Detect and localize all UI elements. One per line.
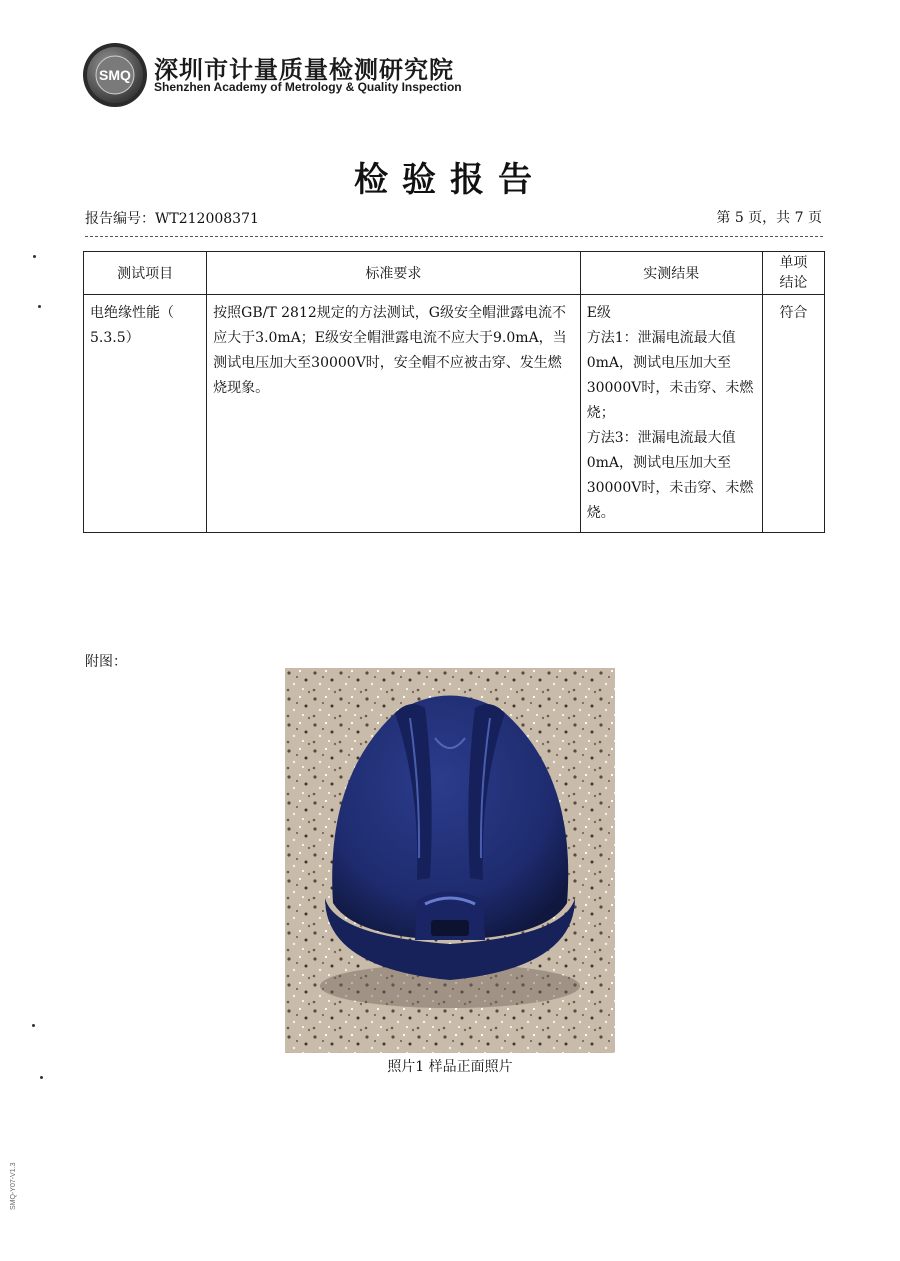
table-header-row <box>84 252 825 295</box>
report-number: 报告编号：WT212008371 <box>85 211 259 227</box>
header-conclusion-text: 单项结论 <box>779 255 808 291</box>
page-info: 第 5 页，共 7 页 <box>716 210 822 226</box>
figure-caption: 照片1 样品正面照片 <box>387 1059 513 1075</box>
result-method-3: 方法3：泄漏电流最大值0mA，测试电压加大至30000V时，未击穿、未燃烧。 <box>586 430 754 521</box>
test-item-line-2: 5.3.5） <box>90 330 140 346</box>
logo-text: SMQ <box>99 67 131 83</box>
margin-dot <box>40 1076 43 1079</box>
margin-dot <box>38 305 41 308</box>
results-table <box>83 251 825 533</box>
figure-label: 附图： <box>85 654 127 670</box>
result-method-1: 方法1：泄漏电流最大值0mA，测试电压加大至30000V时，未击穿、未燃烧； <box>586 330 754 421</box>
test-item-line-1: 电绝缘性能（ <box>90 305 174 321</box>
header-conclusion <box>762 252 824 295</box>
margin-dot <box>32 1024 35 1027</box>
report-title: 检验报告 <box>354 160 546 200</box>
header-divider <box>85 236 823 237</box>
cell-conclusion: 符合 <box>762 295 824 533</box>
result-grade: E级 <box>586 305 611 321</box>
header-test-item: 测试项目 <box>84 252 207 295</box>
org-name-cn: 深圳市计量质量检测研究院 <box>154 56 454 84</box>
helmet-photo <box>285 668 615 1053</box>
margin-dot <box>33 255 36 258</box>
smq-logo <box>82 42 148 108</box>
header-result: 实测结果 <box>580 252 762 295</box>
side-form-code: SMQ-Y07-V1.3 <box>10 1162 17 1210</box>
cell-result <box>580 295 762 533</box>
helmet-image <box>285 668 615 1053</box>
table-row <box>84 295 825 533</box>
header-requirement: 标准要求 <box>207 252 581 295</box>
cell-requirement: 按照GB/T 2812规定的方法测试，G级安全帽泄露电流不应大于3.0mA；E级安全帽泄露电流不应大于9.0mA，当测试电压加大至30000V时，安全帽不应被击穿、发生燃烧现象。 <box>207 295 581 533</box>
cell-test-item <box>84 295 207 533</box>
org-name-en: Shenzhen Academy of Metrology & Quality Inspection <box>154 80 462 94</box>
